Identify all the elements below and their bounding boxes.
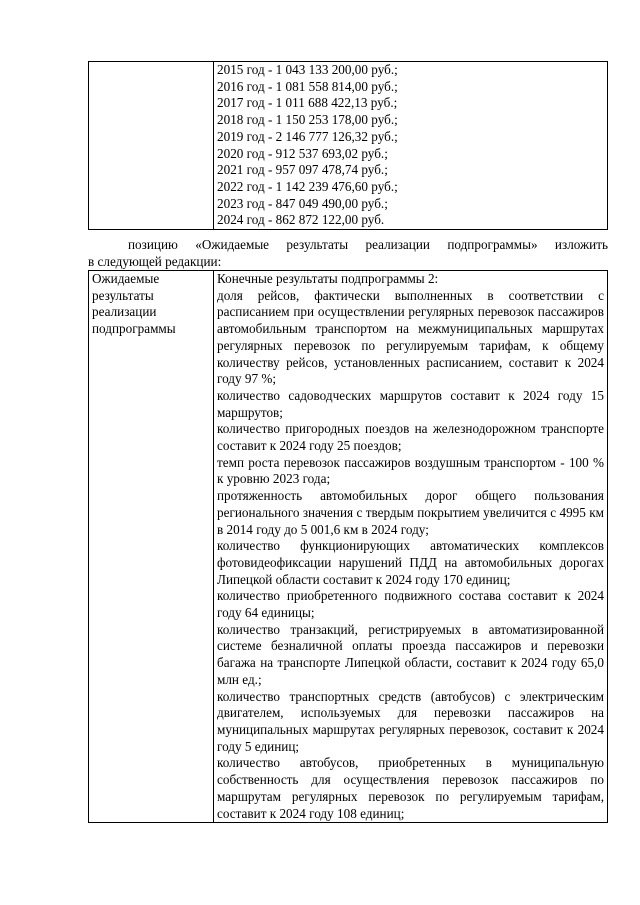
result-item: протяженность автомобильных дорог общего пользования регионального значения с твердым покрытием увеличится с 4995 км в 2014 году до 5 001,6 км в 2024 году; <box>217 488 604 537</box>
result-item: количество транспортных средств (автобусов) с электрическим двигателем, используемых для перевозки пассажиров на муниципальных маршрутах регулярных перевозок, составит к 2024 году 5 единиц; <box>217 688 604 754</box>
label-line: реализации <box>92 304 157 320</box>
results-table <box>88 270 608 823</box>
funding-year-line: 2022 год - 1 142 239 476,60 руб.; <box>217 178 398 194</box>
empty-label-cell <box>89 62 214 230</box>
result-item: количество пригородных поездов на железнодорожном транспорте составит к 2024 году 25 поездов; <box>217 421 604 454</box>
result-item: количество транзакций, регистрируемых в автоматизированной системе безналичной оплаты проезда пассажиров и перевозки багажа на транспорте Липецкой области, составит к 2024 году 65,0 млн ед.; <box>217 621 604 687</box>
result-item: количество функционирующих автоматических комплексов фотовидеофиксации нарушений ПДД на автомобильных дорогах Липецкой области составит к 2024 году 170 единиц; <box>217 538 604 587</box>
funding-year-line: 2015 год - 1 043 133 200,00 руб.; <box>217 62 398 77</box>
result-item: доля рейсов, фактически выполненных в соответствии с расписанием при осуществлении регулярных перевозок пассажиров автомобильным транспортом на межмуниципальных маршрутах регулярных перевозок по регулируемым тарифам, к общему количеству рейсов, установленных расписанием, составит к 2024 году 97 %; <box>217 287 604 387</box>
result-item: количество приобретенного подвижного состава составит к 2024 году 64 единицы; <box>217 588 604 621</box>
results-heading: Конечные результаты подпрограммы 2: <box>217 271 439 286</box>
funding-year-line: 2017 год - 1 011 688 422,13 руб.; <box>217 95 398 111</box>
funding-year-line: 2018 год - 1 150 253 178,00 руб.; <box>217 112 398 128</box>
instruction-line-1: позицию «Ожидаемые результаты реализации подпрограммы» изложить <box>128 237 608 252</box>
label-line: подпрограммы <box>92 321 176 337</box>
results-label-cell <box>89 271 214 823</box>
instruction-line-2: в следующей редакции: <box>88 253 222 269</box>
table-row <box>89 62 608 230</box>
funding-year-line: 2023 год - 847 049 490,00 руб.; <box>217 195 388 211</box>
results-content-cell <box>214 271 608 823</box>
label-line: результаты <box>92 287 154 303</box>
funding-year-line: 2016 год - 1 081 558 814,00 руб.; <box>217 78 398 94</box>
label-line: Ожидаемые <box>92 271 160 286</box>
instruction-paragraph <box>88 237 608 270</box>
funding-year-line: 2024 год - 862 872 122,00 руб. <box>217 212 385 228</box>
funding-year-line: 2021 год - 957 097 478,74 руб.; <box>217 162 388 178</box>
funding-year-line: 2019 год - 2 146 777 126,32 руб.; <box>217 128 398 144</box>
funding-table <box>88 61 608 230</box>
table-row <box>89 271 608 823</box>
result-item: количество садоводческих маршрутов составит к 2024 году 15 маршрутов; <box>217 387 604 420</box>
result-item: темп роста перевозок пассажиров воздушным транспортом - 100 % к уровню 2023 года; <box>217 454 604 487</box>
funding-values-cell <box>214 62 608 230</box>
result-item: количество автобусов, приобретенных в муниципальную собственность для осуществления перевозок пассажиров по маршрутам регулярных перевозок по регулируемым тарифам, составит к 2024 году 108 единиц; <box>217 755 604 821</box>
funding-year-line: 2020 год - 912 537 693,02 руб.; <box>217 145 388 161</box>
